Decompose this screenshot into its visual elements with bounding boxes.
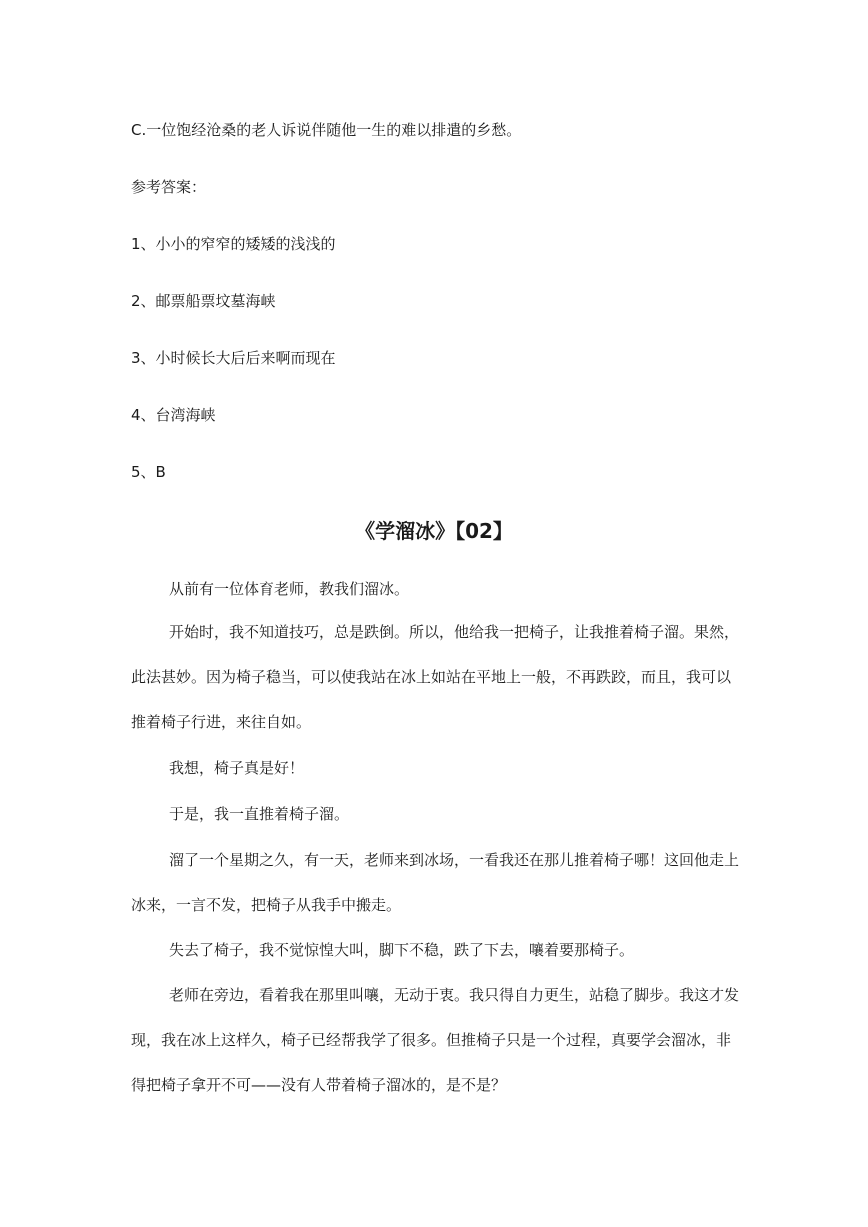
answer-item: 5、B [131,463,166,481]
answer-item: 2、邮票船票坟墓海峡 [131,292,276,310]
article-paragraph: 从前有一位体育老师，教我们溜冰。 [169,580,410,598]
answer-item: 4、台湾海峡 [131,406,216,424]
article-paragraph: 溜了一个星期之久，有一天，老师来到冰场，一看我还在那儿推着椅子哪！这回他走上冰来，一言不发，把椅子从我手中搬走。 [131,851,740,914]
answers-heading: 参考答案： [131,178,207,196]
article-title: 《学溜冰》【02】 [355,519,513,543]
answer-item: 1、小小的窄窄的矮矮的浅浅的 [131,235,336,253]
article-paragraph: 失去了椅子，我不觉惊惶大叫，脚下不稳，跌了下去，嚷着要那椅子。 [169,941,635,959]
article-paragraph: 开始时，我不知道技巧，总是跌倒。所以，他给我一把椅子，让我推着椅子溜。果然，此法甚妙。因为椅子稳当，可以使我站在冰上如站在平地上一般，不再跌跤，而且，我可以推着椅子行进，来往自如。 [131,623,740,731]
article-paragraph: 于是，我一直推着椅子溜。 [169,805,350,823]
answer-item: 3、小时候长大后后来啊而现在 [131,349,336,367]
option-c-text: C.一位饱经沧桑的老人诉说伴随他一生的难以排遣的乡愁。 [131,121,522,139]
article-paragraph: 我想，椅子真是好！ [169,759,305,777]
article-paragraph: 老师在旁边，看着我在那里叫嚷，无动于衷。我只得自力更生，站稳了脚步。我这才发现，我在冰上这样久，椅子已经帮我学了很多。但推椅子只是一个过程，真要学会溜冰，非得把椅子拿开不可——没有人带着椅子溜冰的，是不是？ [131,986,740,1094]
